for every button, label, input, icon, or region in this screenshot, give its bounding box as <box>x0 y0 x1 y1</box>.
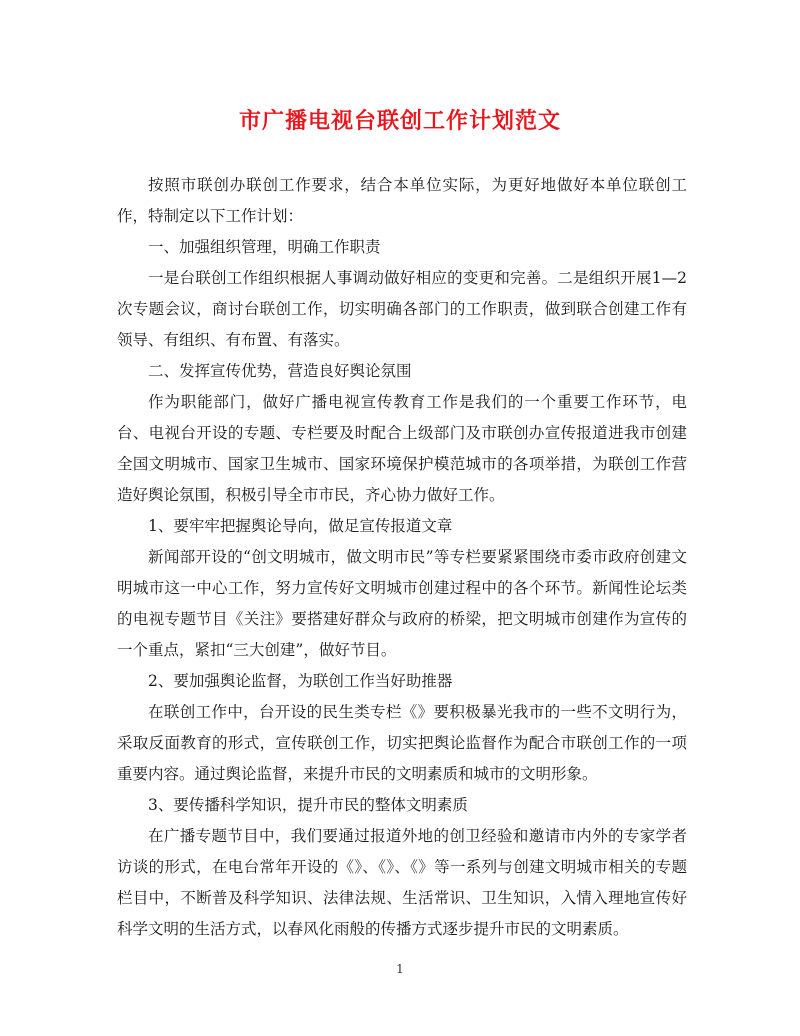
heading-section-1: 一、加强组织管理，明确工作职责 <box>148 238 381 256</box>
heading-item-1: 1、要牢牢把握舆论导向，做足宣传报道文章 <box>148 517 453 535</box>
paragraph-section-1: 一是台联创工作组织根据人事调动做好相应的变更和完善。二是组织开展1—2次专题会议，商讨台联创工作，切实明确各部门的工作职责，做到联合创建工作有领导、有组织、有布置、有落实。 <box>117 269 687 349</box>
paragraph-item-2: 在联创工作中，台开设的民生类专栏《》要积极暴光我市的一些不文明行为，采取反面教育的形式，宣传联创工作，切实把舆论监督作为配合市联创工作的一项重要内容。通过舆论监督，来提升市民的文明素质和城市的文明形象。 <box>117 703 687 783</box>
heading-item-2: 2、要加强舆论监督，为联创工作当好助推器 <box>148 672 453 690</box>
paragraph-item-3: 在广播专题节目中，我们要通过报道外地的创卫经验和邀请市内外的专家学者访谈的形式，在电台常年开设的《》、《》、《》等一系列与创建文明城市相关的专题栏目中，不断普及科学知识、法律法规、生活常识、卫生知识，入情入理地宣传好科学文明的生活方式，以春风化雨般的传播方式逐步提升市民的文明素质。 <box>117 827 687 938</box>
heading-section-2: 二、发挥宣传优势，营造良好舆论氛围 <box>148 362 412 380</box>
heading-item-3: 3、要传播科学知识，提升市民的整体文明素质 <box>148 796 468 814</box>
paragraph-section-2: 作为职能部门，做好广播电视宣传教育工作是我们的一个重要工作环节，电台、电视台开设的专题、专栏要及时配合上级部门及市联创办宣传报道进我市创建全国文明城市、国家卫生城市、国家环境保护模范城市的各项举措，为联创工作营造好舆论氛围，积极引导全市市民，齐心协力做好工作。 <box>117 393 687 504</box>
paragraph-item-1: 新闻部开设的“创文明城市，做文明市民”等专栏要紧紧围绕市委市政府创建文明城市这一中心工作，努力宣传好文明城市创建过程中的各个环节。新闻性论坛类的电视专题节目《关注》要搭建好群众与政府的桥梁，把文明城市创建作为宣传的一个重点，紧扣“三大创建”，做好节目。 <box>117 548 687 659</box>
page-number: 1 <box>396 962 404 976</box>
document-title: 市广播电视台联创工作计划范文 <box>238 108 561 134</box>
paragraph-intro: 按照市联创办联创工作要求，结合本单位实际，为更好地做好本单位联创工作，特制定以下工作计划： <box>117 176 687 225</box>
document-body <box>117 170 687 945</box>
